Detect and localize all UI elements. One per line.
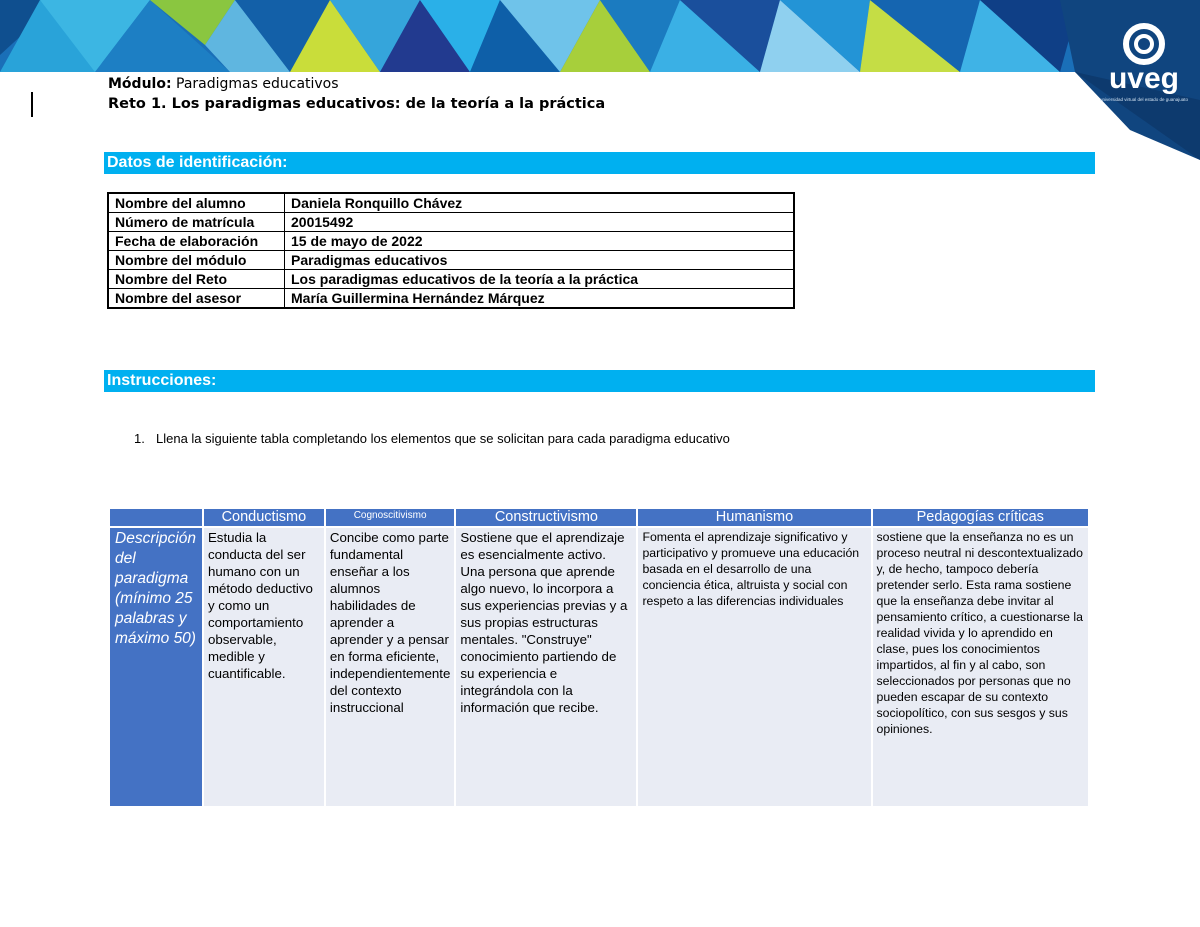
table-cell-value: Paradigmas educativos [285, 251, 795, 270]
table-cell-value: Daniela Ronquillo Chávez [285, 193, 795, 213]
header-humanismo: Humanismo [638, 509, 870, 526]
table-cell-label: Fecha de elaboración [108, 232, 285, 251]
table-row [108, 270, 794, 289]
table-row [108, 213, 794, 232]
header-blank-cell [110, 509, 202, 526]
table-row [110, 528, 1088, 806]
table-row [108, 232, 794, 251]
text-cursor [31, 92, 33, 117]
table-cell-value: 20015492 [285, 213, 795, 232]
module-label: Módulo: [108, 76, 172, 92]
cell-constructivismo: Sostiene que el aprendizaje es esencialmente activo. Una persona que aprende algo nuevo, lo incorpora a sus experiencias previas y a sus propias estructuras mentales. "Construye" conocimiento partiendo de su experiencia e integrándola con la información que recibe. [456, 528, 636, 806]
header-conductismo: Conductismo [204, 509, 324, 526]
module-line [108, 76, 339, 92]
cell-humanismo: Fomenta el aprendizaje significativo y participativo y promueve una educación basada en el desarrollo de una conciencia ética, altruista y social con respeto a las diferencias individuales [638, 528, 870, 806]
reto-title: Reto 1. Los paradigmas educativos: de la teoría a la práctica [108, 96, 606, 112]
section-instrucciones-title: Instrucciones: [104, 370, 1095, 392]
cell-pedagogias-criticas: sostiene que la enseñanza no es un proceso neutral ni descontextualizado y, de hecho, tampoco debería pretender serlo. Esta rama sostiene que la enseñanza debe invitar al pensamiento crítico, a cuestionarse la realidad vivida y lo aprendido en clase, pues los conocimientos impartidos, al fin y al cabo, son seleccionados por personas que no pueden escapar de su contexto sociopolítico, con sus sesgos y sus opiniones. [873, 528, 1088, 806]
table-row [108, 251, 794, 270]
table-cell-value: María Guillermina Hernández Márquez [285, 289, 795, 309]
table-cell-label: Número de matrícula [108, 213, 285, 232]
cell-cognoscitivismo: Concibe como parte fundamental enseñar a los alumnos habilidades de aprender a aprender y a pensar en forma eficiente, independientemente del contexto instruccional [326, 528, 455, 806]
instruction-item [134, 431, 730, 446]
module-value: Paradigmas educativos [176, 76, 339, 92]
row-label-descripcion: Descripción del paradigma (mínimo 25 palabras y máximo 50) [110, 528, 202, 806]
logo-text: uveg [1108, 62, 1180, 95]
logo-caption: universidad virtual del estado de guanajuato [1099, 97, 1189, 102]
header-pedagogias-criticas: Pedagogías críticas [873, 509, 1088, 526]
table-header-row [110, 509, 1088, 526]
table-cell-label: Nombre del módulo [108, 251, 285, 270]
table-cell-label: Nombre del asesor [108, 289, 285, 309]
header-constructivismo: Constructivismo [456, 509, 636, 526]
table-cell-label: Nombre del Reto [108, 270, 285, 289]
table-cell-value: Los paradigmas educativos de la teoría a la práctica [285, 270, 795, 289]
table-row [108, 193, 794, 213]
paradigms-table [108, 507, 1090, 808]
table-cell-label: Nombre del alumno [108, 193, 285, 213]
table-row [108, 289, 794, 309]
header-cognoscitivismo: Cognoscitivismo [326, 509, 455, 526]
section-datos-title: Datos de identificación: [104, 152, 1095, 174]
identification-table [107, 192, 795, 309]
uveg-logo [1098, 22, 1190, 110]
cell-conductismo: Estudia la conducta del ser humano con un método deductivo y como un comportamiento observable, medible y cuantificable. [204, 528, 324, 806]
instruction-text: Llena la siguiente tabla completando los elementos que se solicitan para cada paradigma educativo [156, 431, 730, 446]
table-cell-value: 15 de mayo de 2022 [285, 232, 795, 251]
instruction-number: 1. [134, 431, 145, 446]
